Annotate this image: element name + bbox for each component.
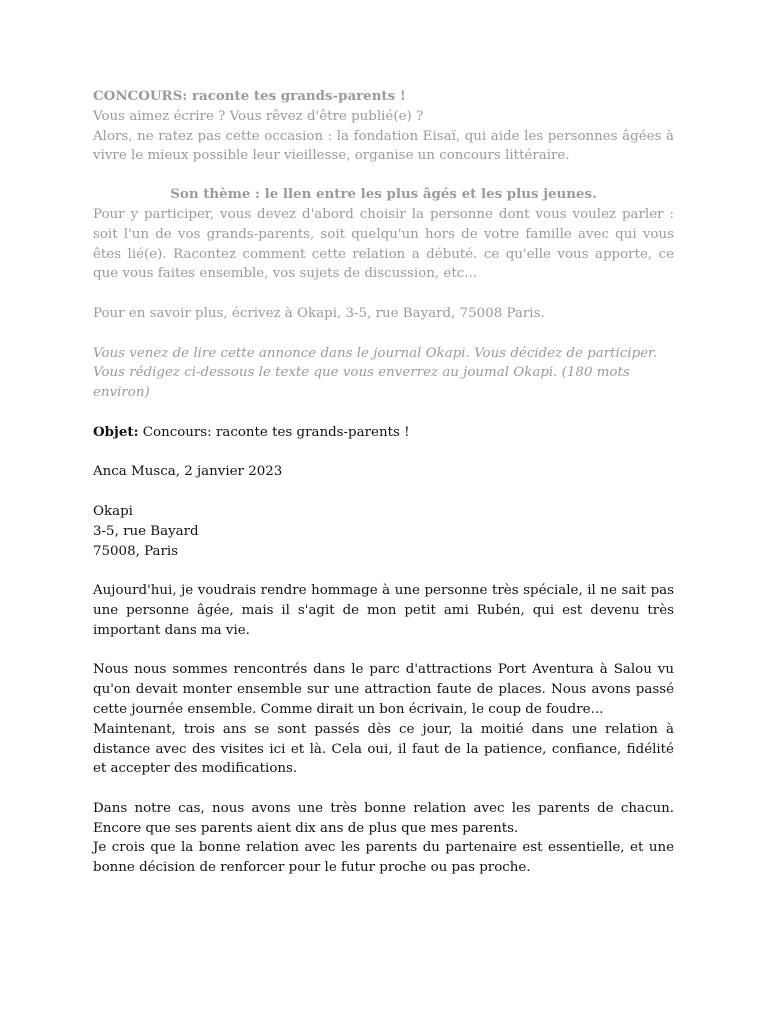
object-label: Objet: bbox=[93, 423, 139, 440]
recipient-street: 3-5, rue Bayard bbox=[93, 523, 199, 539]
letter-paragraph-2: Nous nous sommes rencontrés dans le parc d'attractions Port Aventura à Salou vu qu'on devait monter ensemble sur une attraction faute de places. Nous avons passé cette journée ensemble. Comme dirait un bon écrivain, le coup de foudre... bbox=[93, 662, 674, 717]
letter-paragraph-4: Dans notre cas, nous avons une très bonne relation avec les parents de chacun. Encore que ses parents aient dix ans de plus que mes parents. bbox=[93, 800, 674, 836]
recipient-name: Okapi bbox=[93, 503, 133, 519]
announcement-info: Pour en savoir plus, écrivez à Okapi, 3-5, rue Bayard, 75008 Paris. bbox=[93, 305, 545, 321]
instructions bbox=[93, 344, 674, 403]
announcement-theme: Son thème : le llen entre les plus âgés et les plus jeunes. bbox=[170, 186, 597, 203]
letter-object bbox=[93, 423, 674, 443]
letter-paragraph-3: Maintenant, trois ans se sont passés dès ce jour, la moitié dans une relation à distance avec des visites ici et là. Cela oui, il faut de la patience, confiance, fidélité et accepter des modifications. bbox=[93, 721, 674, 777]
announcement-title: CONCOURS: raconte tes grands-parents ! bbox=[93, 88, 406, 104]
letter-paragraph-5: Je crois que la bonne relation avec les parents du partenaire est essentielle, et une bonne décision de renforcer pour le futur proche ou pas proche. bbox=[93, 840, 674, 876]
document-page bbox=[93, 87, 674, 878]
letter bbox=[93, 423, 674, 878]
object-text: Concours: raconte tes grands-parents ! bbox=[138, 424, 410, 440]
letter-paragraph-1: Aujourd'hui, je voudrais rendre hommage à une personne très spéciale, il ne sait pas une personne âgée, mais il s'agit de mon petit ami Rubén, qui est devenu très important dans ma vie. bbox=[93, 583, 674, 638]
instructions-line-1: Vous venez de lire cette annonce dans le journal Okapi. Vous décidez de participer. bbox=[93, 345, 658, 361]
announcement-line-2: Alors, ne ratez pas cette occasion : la fondation Eisaï, qui aide les personnes âgées à vivre le mieux possible leur vieillesse, organise un concours littéraire. bbox=[93, 128, 674, 164]
sender-date: Anca Musca, 2 janvier 2023 bbox=[93, 464, 283, 480]
instructions-line-2: Vous rédigez ci-dessous le texte que vous enverrez au joumal Okapi. (180 mots environ) bbox=[93, 365, 630, 401]
announcement-participate: Pour y participer, vous devez d'abord choisir la personne dont vous voulez parler : soit l'un de vos grands-parents, soit quelqu'un hors de votre famille avec qui vous êtes lié(e). Racontez comment cette relation a débuté. ce qu'elle vous apporte, ce que vous faites ensemble, vos sujets de discussion, etc... bbox=[93, 206, 674, 282]
announcement bbox=[93, 87, 674, 324]
announcement-line-1: Vous aimez écrire ? Vous rêvez d'être publié(e) ? bbox=[93, 108, 424, 124]
recipient-city: 75008, Paris bbox=[93, 543, 179, 559]
